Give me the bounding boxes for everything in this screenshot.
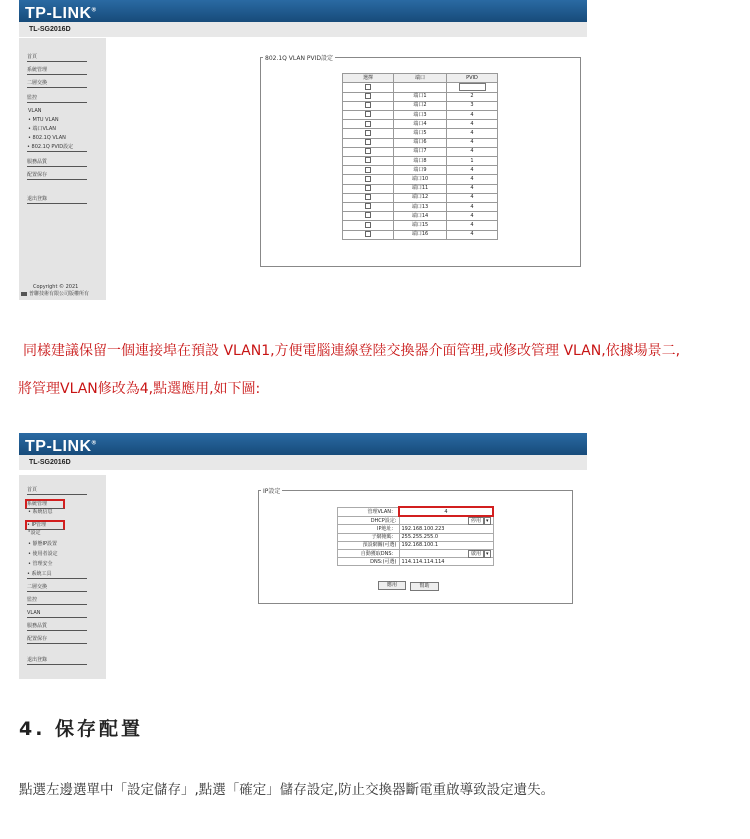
table-row	[343, 166, 498, 175]
field-value[interactable]	[399, 533, 493, 541]
sidebar-item[interactable]: 二層交換	[27, 80, 87, 88]
field-label: DNS:(可選)	[338, 558, 400, 566]
sidebar-item[interactable]: 首頁	[27, 487, 87, 495]
instruction-line-1: 同樣建議保留一個連接埠在預設 VLAN1,方便電腦連線登陸交換器介面管理,或修改管理 VLAN,依據場景二,	[23, 343, 681, 359]
table-row	[343, 221, 498, 230]
port-cell: 端口5	[394, 129, 447, 138]
port-cell: 端口8	[394, 157, 447, 166]
sidebar-item[interactable]: • 使用者設定	[28, 551, 58, 557]
sidebar-item[interactable]: 首頁	[27, 54, 87, 62]
copyright: Copyright © 2021	[33, 284, 79, 290]
pvid-input-cell[interactable]	[447, 83, 498, 93]
row-checkbox[interactable]	[343, 184, 394, 193]
sidebar-item[interactable]: • 802.1Q VLAN	[28, 135, 66, 141]
sidebar	[19, 38, 106, 300]
row-checkbox[interactable]	[343, 129, 394, 138]
table-row	[343, 184, 498, 193]
row-checkbox[interactable]	[343, 138, 394, 147]
model-bar: TL-SG2016D	[19, 22, 587, 37]
table-row	[343, 202, 498, 211]
field-value[interactable]	[399, 541, 493, 549]
help-button[interactable]: 幫助	[410, 582, 439, 591]
sidebar-item[interactable]: • 系統工具	[27, 571, 87, 579]
pvid-cell: 1	[447, 157, 498, 166]
sidebar-item[interactable]: 系統管理	[25, 499, 65, 509]
form-row	[338, 558, 494, 566]
model-bar: TL-SG2016D	[19, 455, 587, 470]
pvid-cell: 4	[447, 212, 498, 221]
port-cell: 端口16	[394, 230, 447, 239]
pvid-table	[342, 73, 498, 240]
form-row	[338, 507, 494, 516]
field-value[interactable]	[399, 549, 493, 557]
sidebar-item[interactable]: 配置保存	[27, 172, 87, 180]
field-value-text: 192.168.100.1	[401, 542, 439, 549]
pvid-cell: 4	[447, 193, 498, 202]
sidebar-item[interactable]: 二層交換	[27, 584, 87, 592]
row-checkbox[interactable]	[343, 157, 394, 166]
header-bar	[19, 0, 587, 22]
pvid-cell: 4	[447, 166, 498, 175]
pvid-cell: 4	[447, 147, 498, 156]
sidebar-item[interactable]: • 端口VLAN	[28, 126, 57, 132]
field-value-text: 114.114.114.114	[401, 558, 445, 565]
field-value-text: 4	[444, 508, 448, 515]
apply-button[interactable]: 應用	[378, 581, 406, 590]
sidebar-item[interactable]: 退出登錄	[27, 196, 87, 204]
row-checkbox[interactable]	[343, 166, 394, 175]
row-checkbox[interactable]	[343, 120, 394, 129]
company-logo-icon	[21, 292, 27, 296]
sidebar-item[interactable]: 監控	[27, 597, 87, 605]
port-cell: 端口4	[394, 120, 447, 129]
row-checkbox[interactable]	[343, 147, 394, 156]
field-value-text: 255.255.255.0	[401, 534, 439, 541]
table-row	[343, 101, 498, 110]
screenshot-2	[19, 433, 587, 679]
port-cell: 端口7	[394, 147, 447, 156]
field-value-text: 192.168.100.223	[401, 525, 445, 532]
col-select: 選擇	[343, 74, 394, 83]
form-row	[338, 549, 494, 557]
table-row	[343, 92, 498, 101]
port-cell: 端口1	[394, 92, 447, 101]
table-row	[343, 175, 498, 184]
select-all-checkbox[interactable]	[343, 83, 394, 93]
pvid-cell: 4	[447, 111, 498, 120]
port-cell: 端口2	[394, 101, 447, 110]
sidebar-item[interactable]: 服務品質	[27, 623, 87, 631]
filter-port-cell	[394, 83, 447, 93]
pvid-cell: 4	[447, 202, 498, 211]
sidebar-item[interactable]: • MTU VLAN	[28, 117, 59, 123]
pvid-cell: 4	[447, 129, 498, 138]
form-row	[338, 516, 494, 525]
pvid-cell: 3	[447, 101, 498, 110]
col-port: 端口	[394, 74, 447, 83]
pvid-cell: 4	[447, 184, 498, 193]
chevron-down-icon[interactable]: ▾	[485, 517, 489, 524]
form-row	[338, 541, 494, 549]
pvid-input[interactable]	[459, 83, 486, 91]
table-row	[343, 129, 498, 138]
field-value[interactable]	[399, 516, 493, 525]
port-cell: 端口15	[394, 221, 447, 230]
pvid-cell: 2	[447, 92, 498, 101]
row-checkbox[interactable]	[343, 175, 394, 184]
sidebar	[19, 475, 106, 679]
field-label: 預設網關(可選)	[338, 541, 400, 549]
section-heading: 4. 保存配置	[19, 718, 144, 740]
row-checkbox[interactable]	[343, 193, 394, 202]
table-row	[343, 147, 498, 156]
port-cell: 端口10	[394, 175, 447, 184]
field-label: DHCP設定:	[338, 516, 400, 525]
pvid-cell: 4	[447, 230, 498, 239]
sidebar-item[interactable]: • IP管理	[25, 520, 65, 530]
header-bar	[19, 433, 587, 455]
port-cell: 端口11	[394, 184, 447, 193]
port-cell: 端口3	[394, 111, 447, 120]
pvid-cell: 4	[447, 138, 498, 147]
row-checkbox[interactable]	[343, 202, 394, 211]
table-row	[343, 120, 498, 129]
sidebar-item[interactable]: 系統管理	[27, 67, 87, 75]
table-row	[343, 193, 498, 202]
sidebar-item[interactable]: • 802.1Q PVID設定	[27, 144, 87, 152]
sidebar-item[interactable]: 退出登錄	[27, 657, 87, 665]
field-value[interactable]	[399, 558, 493, 566]
row-checkbox[interactable]	[343, 111, 394, 120]
port-cell: 端口9	[394, 166, 447, 175]
field-label: 子網掩碼：	[338, 533, 400, 541]
row-checkbox[interactable]	[343, 212, 394, 221]
sidebar-item[interactable]: 配置保存	[27, 636, 87, 644]
table-row	[343, 111, 498, 120]
sidebar-item[interactable]: • 靜態IP設置	[28, 541, 58, 547]
sidebar-item[interactable]: • 管理安全	[28, 561, 53, 567]
field-label: IP地址：	[338, 525, 400, 533]
table-row	[343, 157, 498, 166]
col-pvid: PVID	[447, 74, 498, 83]
port-cell: 端口13	[394, 202, 447, 211]
sidebar-item[interactable]: VLAN	[27, 610, 87, 618]
port-cell: 端口14	[394, 212, 447, 221]
copyright-company: 普聯技術有限公司版權所有	[21, 290, 89, 297]
field-value[interactable]	[399, 507, 493, 516]
port-cell: 端口12	[394, 193, 447, 202]
ip-settings-table	[337, 506, 494, 566]
pvid-cell: 4	[447, 120, 498, 129]
sidebar-item[interactable]: 服務品質	[27, 159, 87, 167]
row-checkbox[interactable]	[343, 101, 394, 110]
sidebar-item[interactable]: °設定	[28, 530, 41, 536]
tp-link-logo: TP-LINK®	[25, 5, 97, 23]
table-row	[343, 230, 498, 239]
row-checkbox[interactable]	[343, 92, 394, 101]
table-row	[343, 212, 498, 221]
row-checkbox[interactable]	[343, 230, 394, 239]
port-cell: 端口6	[394, 138, 447, 147]
sidebar-item[interactable]: VLAN	[28, 108, 42, 114]
section-paragraph: 點選左邊選單中「設定儲存」,點選「確定」儲存設定,防止交換器斷電重啟導致設定遺失。	[19, 782, 555, 798]
field-value-text: 停用	[468, 517, 484, 525]
field-value-text: 啟用	[468, 550, 484, 558]
field-value[interactable]	[399, 525, 493, 533]
field-label: 自動獲取DNS：	[338, 549, 400, 557]
sidebar-item[interactable]: • 系統信息	[28, 509, 53, 515]
fieldset-legend: IP設定	[263, 488, 281, 495]
table-row	[343, 138, 498, 147]
pvid-cell: 4	[447, 221, 498, 230]
pvid-cell: 4	[447, 175, 498, 184]
instruction-line-2: 將管理VLAN修改為4,點選應用,如下圖:	[18, 381, 261, 397]
tp-link-logo: TP-LINK®	[25, 438, 97, 456]
sidebar-item[interactable]: 監控	[27, 95, 87, 103]
screenshot-1	[19, 0, 587, 300]
fieldset-legend: 802.1Q VLAN PVID設定	[265, 55, 334, 62]
row-checkbox[interactable]	[343, 221, 394, 230]
chevron-down-icon[interactable]: ▾	[485, 550, 489, 557]
field-label: 管理VLAN：	[338, 507, 400, 516]
form-row	[338, 525, 494, 533]
form-row	[338, 533, 494, 541]
